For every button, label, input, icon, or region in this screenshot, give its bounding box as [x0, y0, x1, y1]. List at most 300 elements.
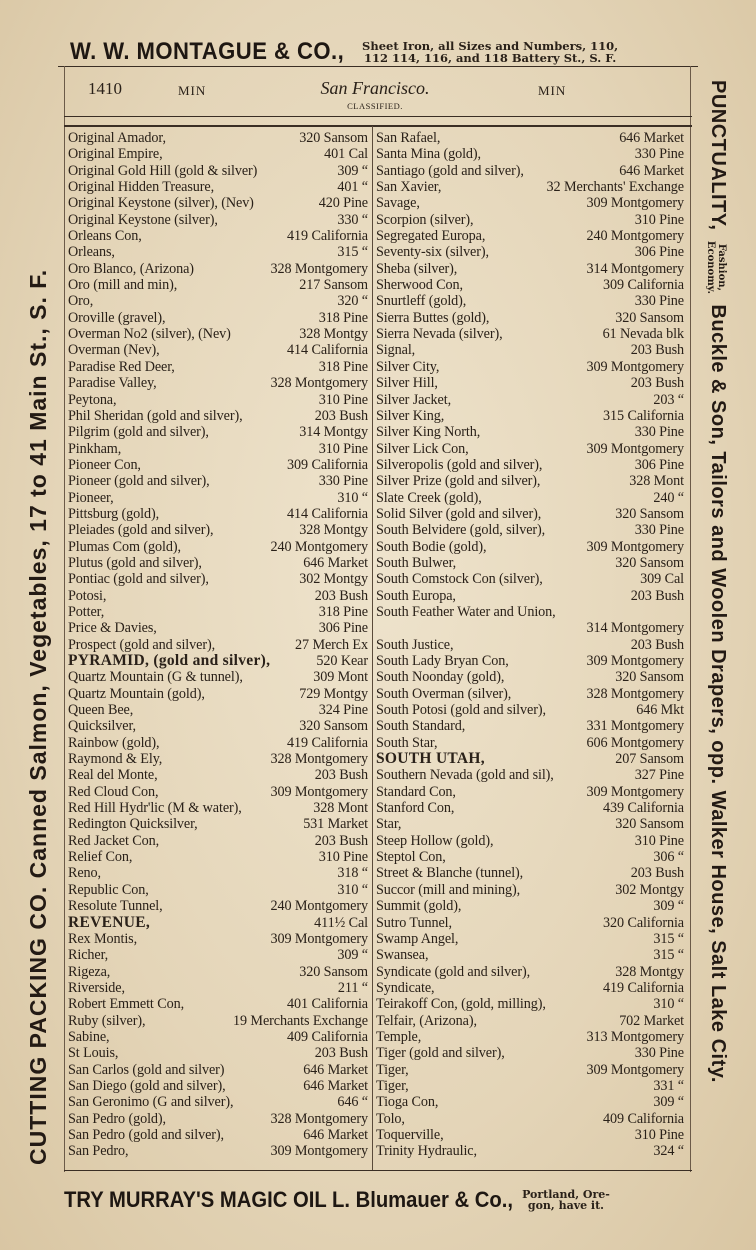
- entry-company-name: Original Empire,: [68, 146, 163, 163]
- entry-address: 309 Montgomery: [270, 930, 368, 947]
- entry-address: 309 Montgomery: [586, 653, 684, 669]
- entry-address: 309 Montgomery: [586, 783, 684, 800]
- entry-address: 401 Cal: [324, 146, 368, 163]
- directory-entry: [68, 310, 368, 326]
- entry-company-name: Steptol Con,: [376, 849, 446, 866]
- directory-entry: [68, 457, 368, 473]
- entry-company-name: Pioneer Con,: [68, 456, 141, 473]
- directory-entry: [376, 718, 684, 734]
- entry-address: 310 Pine: [634, 832, 684, 849]
- entry-address: 328 Montgy: [615, 963, 684, 980]
- directory-entry: [68, 375, 368, 391]
- entry-address: 330 Pine: [634, 1045, 684, 1062]
- entry-address: 309 Montgomery: [586, 358, 684, 375]
- entry-company-name: South Bodie (gold),: [376, 538, 487, 555]
- entry-address: 330 Pine: [634, 424, 684, 441]
- directory-entry: [68, 1013, 368, 1029]
- directory-entry: [68, 620, 368, 636]
- directory-entry: [376, 1062, 684, 1078]
- entry-address: 324 “: [653, 1143, 684, 1160]
- entry-company-name: Quicksilver,: [68, 718, 136, 735]
- entry-address: 328 Montgomery: [270, 375, 368, 392]
- entry-company-name: Potosi,: [68, 587, 107, 604]
- directory-entry: [376, 751, 684, 767]
- directory-entry: [68, 931, 368, 947]
- entry-address: 531 Market: [303, 816, 368, 833]
- entry-address: 27 Merch Ex: [295, 636, 368, 653]
- entry-company-name: Resolute Tunnel,: [68, 898, 163, 915]
- directory-entry: [376, 342, 684, 358]
- entry-company-name: Orleans,: [68, 244, 115, 261]
- entry-address: 314 Montgomery: [586, 620, 684, 637]
- entry-address: 309 “: [653, 1094, 684, 1111]
- directory-entry: [68, 735, 368, 751]
- left-listing-column: [68, 130, 368, 1160]
- entry-company-name: Oroville (gravel),: [68, 309, 166, 326]
- entry-company-name: Pittsburg (gold),: [68, 505, 160, 522]
- entry-company-name: Sierra Nevada (silver),: [376, 326, 503, 343]
- entry-company-name: Original Keystone (silver),: [68, 211, 218, 228]
- entry-address: 324 Pine: [318, 702, 368, 719]
- directory-entry: [376, 555, 684, 571]
- directory-entry: [68, 947, 368, 963]
- directory-entry: [376, 669, 684, 685]
- entry-address: 203 Bush: [314, 1045, 368, 1062]
- directory-entry: [68, 293, 368, 309]
- entry-company-name: Temple,: [376, 1028, 422, 1045]
- directory-entry: [376, 506, 684, 522]
- directory-entry: [376, 898, 684, 914]
- directory-entry: [68, 588, 368, 604]
- directory-entry: [68, 1111, 368, 1127]
- entry-company-name: Oro,: [68, 293, 94, 310]
- entry-company-name: Scorpion (silver),: [376, 211, 474, 228]
- entry-company-name: Steep Hollow (gold),: [376, 832, 494, 849]
- entry-company-name: South Belvidere (gold, silver),: [376, 522, 546, 539]
- entry-address: 309 Montgomery: [586, 538, 684, 555]
- frame-right-rule: [690, 66, 691, 1172]
- directory-entry: [68, 653, 368, 669]
- entry-company-name: San Geronimo (G and silver),: [68, 1094, 234, 1111]
- directory-entry: [376, 964, 684, 980]
- entry-address: 646 “: [337, 1094, 368, 1111]
- entry-company-name: Phil Sheridan (gold and silver),: [68, 407, 243, 424]
- entry-company-name: REVENUE,: [68, 914, 151, 931]
- directory-entry: [376, 441, 684, 457]
- entry-address: 203 Bush: [630, 587, 684, 604]
- entry-address: 411½ Cal: [314, 914, 368, 931]
- entry-address: 330 Pine: [318, 473, 368, 490]
- entry-address: 315 “: [653, 947, 684, 964]
- entry-company-name: South Justice,: [376, 636, 454, 653]
- bottom-advertisement: [64, 1182, 690, 1218]
- directory-entry: [68, 228, 368, 244]
- entry-address: 520 Kear: [316, 653, 368, 669]
- classification-label: CLASSIFIED.: [347, 101, 403, 111]
- entry-address: 203 Bush: [314, 407, 368, 424]
- bottom-ad-tagline: [522, 1189, 610, 1211]
- entry-company-name: Sheba (silver),: [376, 260, 458, 277]
- directory-entry: [376, 1094, 684, 1110]
- entry-company-name: Original Keystone (silver), (Nev): [68, 195, 254, 212]
- entry-company-name: Syndicate,: [376, 979, 435, 996]
- entry-address: 314 Montgomery: [586, 260, 684, 277]
- entry-address: 419 California: [603, 979, 684, 996]
- entry-address: 409 California: [603, 1110, 684, 1127]
- directory-entry: [68, 506, 368, 522]
- entry-company-name: Silver Jacket,: [376, 391, 452, 408]
- directory-entry: [376, 293, 684, 309]
- entry-address: 320 Sansom: [615, 669, 684, 686]
- directory-entry: [376, 392, 684, 408]
- entry-company-name: Pilgrim (gold and silver),: [68, 424, 209, 441]
- directory-entry: [68, 882, 368, 898]
- directory-entry: [68, 604, 368, 620]
- entry-address: 309 Mont: [313, 669, 368, 686]
- directory-entry: [376, 996, 684, 1012]
- entry-company-name: Tiger,: [376, 1077, 409, 1094]
- directory-entry: [68, 784, 368, 800]
- directory-entry: [376, 408, 684, 424]
- column-divider: [372, 126, 373, 1170]
- directory-entry: [68, 1127, 368, 1143]
- entry-company-name: Swansea,: [376, 947, 429, 964]
- entry-company-name: Raymond & Ely,: [68, 751, 163, 768]
- entry-address: 306 Pine: [634, 456, 684, 473]
- directory-entry: [68, 915, 368, 931]
- entry-address: 328 Montgy: [299, 326, 368, 343]
- entry-address: 420 Pine: [318, 195, 368, 212]
- directory-entry: [376, 146, 684, 162]
- right-guide-word: MIN: [538, 83, 567, 98]
- entry-company-name: Sabine,: [68, 1028, 110, 1045]
- entry-company-name: Pleiades (gold and silver),: [68, 522, 214, 539]
- directory-entry: [376, 457, 684, 473]
- top-rule: [58, 66, 698, 67]
- entry-company-name: Orleans Con,: [68, 228, 142, 245]
- entry-address: 318 Pine: [318, 603, 368, 620]
- entry-address: 240 Montgomery: [270, 898, 368, 915]
- entry-company-name: South Noonday (gold),: [376, 669, 505, 686]
- entry-company-name: Oro (mill and min),: [68, 277, 178, 294]
- bottom-rule: [64, 1170, 692, 1171]
- entry-company-name: PYRAMID, (gold and silver),: [68, 653, 271, 669]
- directory-entry: [68, 865, 368, 881]
- entry-address: 203 Bush: [314, 767, 368, 784]
- entry-company-name: Richer,: [68, 947, 109, 964]
- header-rule: [64, 116, 692, 117]
- entry-company-name: San Pedro,: [68, 1143, 129, 1160]
- directory-entry: [68, 833, 368, 849]
- entry-address: 313 Montgomery: [586, 1028, 684, 1045]
- entry-company-name: Republic Con,: [68, 881, 149, 898]
- entry-company-name: Robert Emmett Con,: [68, 996, 185, 1013]
- entry-company-name: Tioga Con,: [376, 1094, 439, 1111]
- entry-company-name: Sutro Tunnel,: [376, 914, 452, 931]
- entry-company-name: San Xavier,: [376, 179, 442, 196]
- entry-address: 240 “: [653, 489, 684, 506]
- directory-entry: [68, 473, 368, 489]
- directory-entry: [376, 931, 684, 947]
- directory-entry: [376, 686, 684, 702]
- directory-entry: [68, 816, 368, 832]
- entry-company-name: St Louis,: [68, 1045, 119, 1062]
- entry-company-name: South Europa,: [376, 587, 456, 604]
- entry-address: 439 California: [603, 800, 684, 817]
- entry-address: 302 Montgy: [299, 571, 368, 588]
- entry-company-name: SOUTH UTAH,: [376, 751, 485, 768]
- directory-entry: [376, 195, 684, 211]
- entry-address: 309 Cal: [640, 571, 684, 588]
- entry-address: 729 Montgy: [299, 685, 368, 702]
- directory-entry: [376, 947, 684, 963]
- entry-address: 318 “: [337, 865, 368, 882]
- entry-address: 314 Montgy: [299, 424, 368, 441]
- directory-entry: [68, 441, 368, 457]
- directory-entry: [68, 163, 368, 179]
- entry-address: 302 Montgy: [615, 881, 684, 898]
- entry-address: 203 Bush: [630, 342, 684, 359]
- entry-company-name: Queen Bee,: [68, 702, 134, 719]
- entry-company-name: South Comstock Con (silver),: [376, 571, 543, 588]
- entry-address: 310 “: [337, 489, 368, 506]
- entry-company-name: Red Cloud Con,: [68, 783, 159, 800]
- entry-company-name: South Lady Bryan Con,: [376, 653, 509, 669]
- entry-company-name: Tiger,: [376, 1061, 409, 1078]
- top-ad-tagline-1: Sheet Iron, all Sizes and Numbers, 110,: [362, 39, 619, 53]
- entry-company-name: Star,: [376, 816, 402, 833]
- left-guide-word: MIN: [178, 83, 207, 98]
- entry-address: 646 Market: [303, 554, 368, 571]
- entry-company-name: Original Gold Hill (gold & silver): [68, 162, 258, 179]
- entry-address: 328 Montgomery: [586, 685, 684, 702]
- right-ad-small-2: Economy.: [705, 240, 717, 294]
- entry-company-name: Silveropolis (gold and silver),: [376, 456, 543, 473]
- directory-entry: [376, 702, 684, 718]
- directory-entry: [68, 1094, 368, 1110]
- entry-address: 328 Montgy: [299, 522, 368, 539]
- entry-address: 328 Mont: [629, 473, 684, 490]
- entry-company-name: Silver King,: [376, 407, 445, 424]
- directory-entry: [376, 784, 684, 800]
- entry-address: 401 California: [287, 996, 368, 1013]
- entry-company-name: Southern Nevada (gold and sil),: [376, 767, 554, 784]
- entry-company-name: Snurtleff (gold),: [376, 293, 467, 310]
- directory-entry: [68, 392, 368, 408]
- directory-entry: [376, 490, 684, 506]
- entry-company-name: Relief Con,: [68, 849, 133, 866]
- entry-address: 315 “: [653, 930, 684, 947]
- directory-entry: [376, 849, 684, 865]
- entry-address: 318 Pine: [318, 309, 368, 326]
- entry-company-name: Swamp Angel,: [376, 930, 459, 947]
- directory-entry: [376, 473, 684, 489]
- entry-company-name: South Potosi (gold and silver),: [376, 702, 546, 719]
- entry-address: 331 Montgomery: [586, 718, 684, 735]
- entry-address: 310 Pine: [634, 1126, 684, 1143]
- directory-entry: [68, 408, 368, 424]
- entry-company-name: San Pedro (gold),: [68, 1110, 166, 1127]
- entry-company-name: Prospect (gold and silver),: [68, 636, 216, 653]
- entry-address: 61 Nevada blk: [602, 326, 684, 343]
- entry-address: 328 Montgomery: [270, 751, 368, 768]
- entry-company-name: Overman No2 (silver), (Nev): [68, 326, 231, 343]
- entry-company-name: Oro Blanco, (Arizona): [68, 260, 194, 277]
- entry-address: 32 Merchants' Exchange: [546, 179, 684, 196]
- entry-company-name: Paradise Valley,: [68, 375, 157, 392]
- entry-address: 320 Sansom: [615, 816, 684, 833]
- directory-entry: [376, 1013, 684, 1029]
- directory-entry: [68, 718, 368, 734]
- entry-address: 203 Bush: [630, 636, 684, 653]
- entry-address: 320 Sansom: [299, 718, 368, 735]
- entry-address: 328 Montgomery: [270, 1110, 368, 1127]
- entry-company-name: Red Hill Hydr'lic (M & water),: [68, 800, 242, 817]
- entry-address: 309 Montgomery: [270, 1143, 368, 1160]
- directory-entry: [376, 1143, 684, 1159]
- directory-entry: [68, 964, 368, 980]
- entry-company-name: South Standard,: [376, 718, 466, 735]
- directory-entry: [376, 915, 684, 931]
- entry-company-name: Redington Quicksilver,: [68, 816, 198, 833]
- entry-address: 310 Pine: [318, 849, 368, 866]
- entry-company-name: Potter,: [68, 603, 105, 620]
- entry-company-name: San Carlos (gold and silver): [68, 1061, 225, 1078]
- entry-address: 309 “: [653, 898, 684, 915]
- entry-company-name: South Star,: [376, 734, 438, 751]
- entry-company-name: Standard Con,: [376, 783, 456, 800]
- directory-entry: [376, 571, 684, 587]
- directory-entry: [68, 424, 368, 440]
- entry-company-name: Sierra Buttes (gold),: [376, 309, 490, 326]
- entry-address: 309 Montgomery: [586, 1061, 684, 1078]
- entry-address: 203 “: [653, 391, 684, 408]
- right-ad-small-text: [705, 241, 727, 294]
- directory-entry: [68, 277, 368, 293]
- entry-address: 320 California: [603, 914, 684, 931]
- directory-entry: [376, 653, 684, 669]
- top-ad-firm: W. W. MONTAGUE & CO.,: [70, 38, 345, 65]
- directory-entry: [68, 686, 368, 702]
- entry-address: 320 Sansom: [299, 130, 368, 146]
- entry-address: 320 Sansom: [615, 309, 684, 326]
- entry-address: 331 “: [653, 1077, 684, 1094]
- entry-company-name: Ruby (silver),: [68, 1012, 146, 1029]
- directory-entry: [68, 326, 368, 342]
- entry-company-name: Original Hidden Treasure,: [68, 179, 215, 196]
- city-heading: San Francisco.: [320, 78, 430, 98]
- entry-company-name: Santa Mina (gold),: [376, 146, 481, 163]
- directory-entry: [68, 1045, 368, 1061]
- entry-address: 240 Montgomery: [270, 538, 368, 555]
- entry-company-name: Syndicate (gold and silver),: [376, 963, 531, 980]
- entry-company-name: Segregated Europa,: [376, 228, 486, 245]
- entry-address: 207 Sansom: [615, 751, 684, 768]
- entry-address: 315 “: [337, 244, 368, 261]
- entry-company-name: Quartz Mountain (G & tunnel),: [68, 669, 243, 686]
- directory-entry: [68, 244, 368, 260]
- right-ad-main: Buckle & Son, Tailors and Woolen Drapers, opp. Walker House, Salt Lake City.: [707, 304, 729, 1083]
- entry-company-name: Solid Silver (gold and silver),: [376, 505, 542, 522]
- directory-entry: [68, 898, 368, 914]
- entry-address: 320 Sansom: [615, 505, 684, 522]
- directory-entry: [376, 326, 684, 342]
- directory-entry: [376, 735, 684, 751]
- entry-company-name: Plumas Com (gold),: [68, 538, 181, 555]
- entry-company-name: San Diego (gold and silver),: [68, 1077, 226, 1094]
- directory-entry: [376, 833, 684, 849]
- entry-company-name: Succor (mill and mining),: [376, 881, 521, 898]
- right-ad-punctuality: PUNCTUALITY,: [707, 80, 729, 231]
- entry-company-name: Summit (gold),: [376, 898, 462, 915]
- directory-entry: [376, 816, 684, 832]
- entry-company-name: Real del Monte,: [68, 767, 158, 784]
- entry-company-name: South Overman (silver),: [376, 685, 512, 702]
- entry-address: 401 “: [337, 179, 368, 196]
- entry-address: 203 Bush: [314, 832, 368, 849]
- directory-entry: [68, 539, 368, 555]
- entry-address: 320 “: [337, 293, 368, 310]
- entry-company-name: South Bulwer,: [376, 554, 457, 571]
- directory-entry: [68, 195, 368, 211]
- entry-company-name: Price & Davies,: [68, 620, 157, 637]
- entry-company-name: Paradise Red Deer,: [68, 358, 175, 375]
- directory-entry: [376, 1078, 684, 1094]
- directory-entry: [68, 1029, 368, 1045]
- directory-entry: [376, 539, 684, 555]
- entry-company-name: Quartz Mountain (gold),: [68, 685, 205, 702]
- directory-entry: [376, 767, 684, 783]
- frame-left-rule: [64, 66, 65, 1172]
- directory-entry: [68, 212, 368, 228]
- entry-company-name: Teirakoff Con, (gold, milling),: [376, 996, 546, 1013]
- directory-entry: [68, 179, 368, 195]
- entry-company-name: Seventy-six (silver),: [376, 244, 489, 261]
- entry-company-name: South Feather Water and Union,: [376, 603, 556, 620]
- directory-entry: [68, 359, 368, 375]
- directory-entry: [376, 800, 684, 816]
- bottom-ad-tagline-1: Portland, Ore-: [522, 1188, 610, 1201]
- entry-company-name: Silver Prize (gold and silver),: [376, 473, 541, 490]
- entry-address: 309 California: [603, 277, 684, 294]
- directory-entry: [68, 522, 368, 538]
- entry-company-name: Reno,: [68, 865, 101, 882]
- entry-company-name: Pinkham,: [68, 440, 122, 457]
- entry-address: 330 Pine: [634, 522, 684, 539]
- entry-company-name: Tiger (gold and silver),: [376, 1045, 505, 1062]
- entry-address: 203 Bush: [630, 375, 684, 392]
- entry-address: 646 Market: [303, 1077, 368, 1094]
- header-rule-thick: [64, 125, 692, 127]
- directory-entry: [68, 1078, 368, 1094]
- entry-address: 240 Montgomery: [586, 228, 684, 245]
- entry-company-name: Riverside,: [68, 979, 125, 996]
- entry-company-name: Pioneer (gold and silver),: [68, 473, 210, 490]
- entry-address: 702 Market: [619, 1012, 684, 1029]
- entry-address: 414 California: [287, 342, 368, 359]
- entry-address: 328 Mont: [313, 800, 368, 817]
- entry-company-name: Silver City,: [376, 358, 440, 375]
- directory-entry: [376, 620, 684, 636]
- entry-company-name: Telfair, (Arizona),: [376, 1012, 477, 1029]
- entry-address: 646 Market: [303, 1126, 368, 1143]
- entry-address: 211 “: [337, 979, 368, 996]
- directory-entry: [376, 261, 684, 277]
- entry-company-name: Toquerville,: [376, 1126, 444, 1143]
- entry-address: 310 “: [653, 996, 684, 1013]
- directory-entry: [376, 980, 684, 996]
- entry-address: 606 Montgomery: [586, 734, 684, 751]
